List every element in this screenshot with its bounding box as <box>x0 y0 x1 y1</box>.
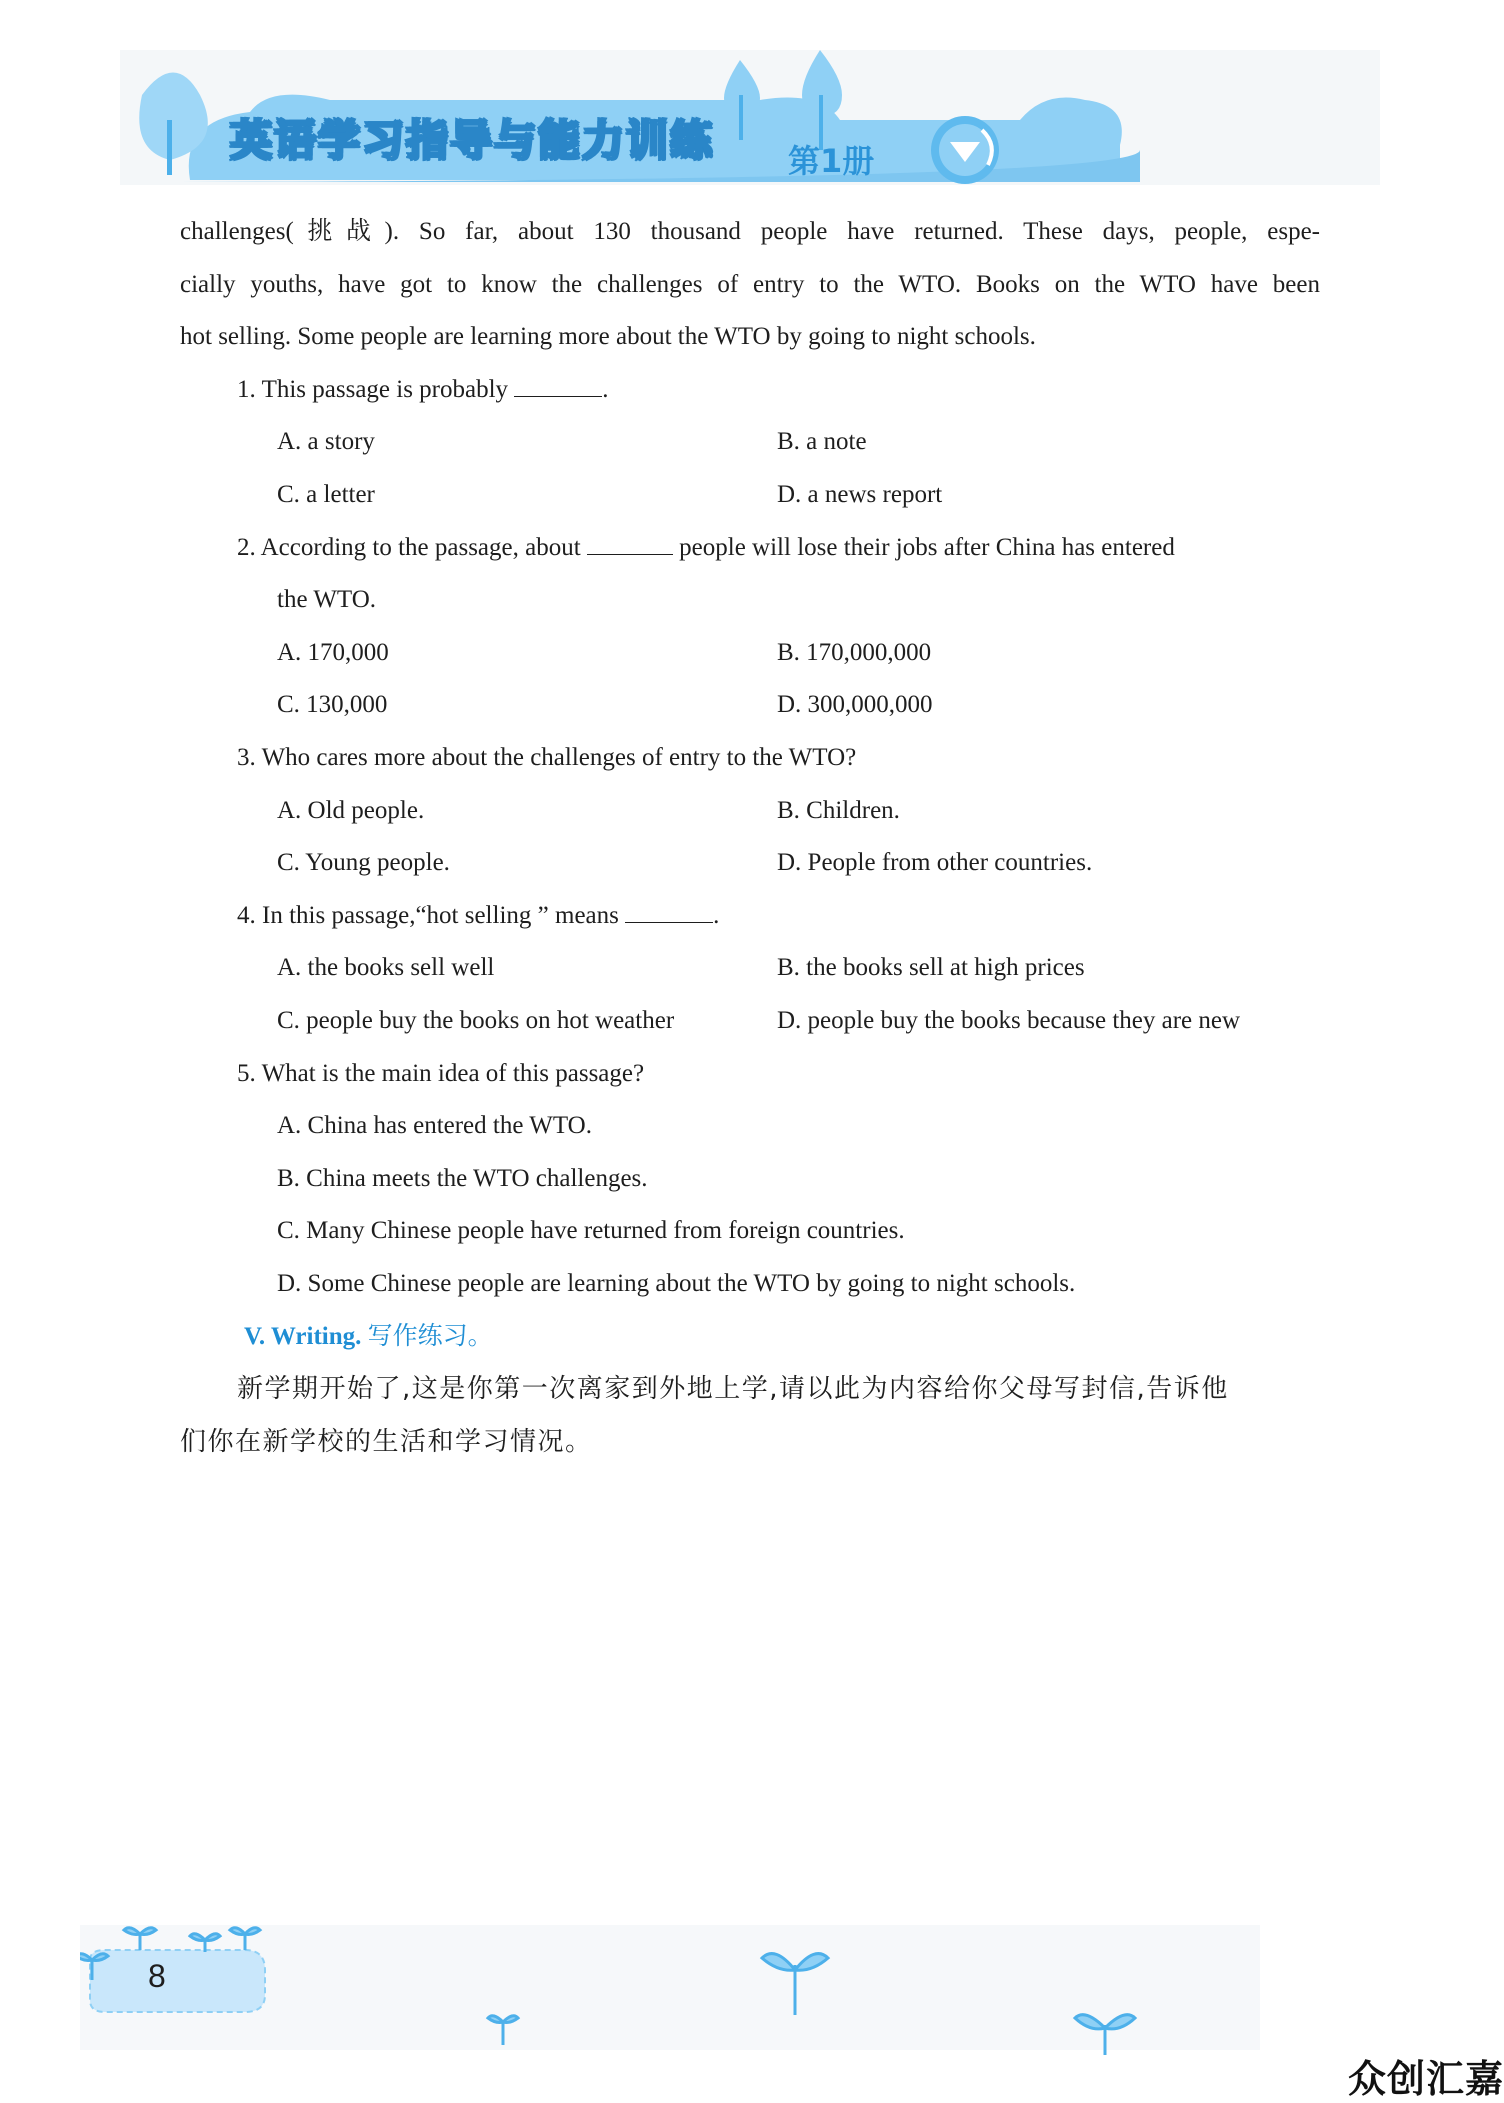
option-b: B. the books sell at high prices <box>777 954 1085 982</box>
page-number: 8 <box>148 1958 166 1994</box>
question-3 <box>180 732 1320 785</box>
volume-label: 第1册 <box>788 142 875 180</box>
footer-graphic <box>80 1920 1260 2055</box>
option-row <box>180 837 1320 890</box>
option-a: A. the books sell well <box>277 954 495 982</box>
option-row <box>180 627 1320 680</box>
answer-blank <box>587 532 673 555</box>
question-number: 1. <box>237 375 256 403</box>
option-a: A. Old people. <box>277 796 425 824</box>
question-number: 2. <box>237 533 256 561</box>
option-b: B. China meets the WTO challenges. <box>277 1164 648 1192</box>
option-c: C. a letter <box>277 480 375 508</box>
question-number: 4. <box>237 901 256 929</box>
book-title: 英语学习指导与能力训练 <box>230 116 715 165</box>
answer-blank <box>514 374 602 397</box>
page-header <box>120 50 1380 185</box>
option-row <box>180 416 1320 469</box>
option-c: C. Young people. <box>277 849 450 877</box>
passage-line: cially youths, have got to know the challenges of entry to the WTO. Books on the WTO have been <box>180 270 1320 298</box>
question-2 <box>180 522 1320 575</box>
question-1 <box>180 364 1320 417</box>
question-stem: What is the main idea of this passage? <box>261 1059 645 1087</box>
option-d: D. Some Chinese people are learning about the WTO by going to night schools. <box>277 1269 1076 1297</box>
option-d: D. people buy the books because they are new <box>777 1006 1241 1034</box>
question-stem: In this passage,“hot selling ” means <box>262 901 619 929</box>
question-stem-end: people will lose their jobs after China has entered <box>679 533 1175 561</box>
writing-prompt-line: 们你在新学校的生活和学习情况。 <box>180 1426 593 1457</box>
question-5 <box>180 1048 1320 1101</box>
option-b: B. 170,000,000 <box>777 638 932 666</box>
section-title-en: V. Writing. <box>244 1323 362 1351</box>
option-c: C. 130,000 <box>277 691 388 719</box>
option-d: D. a news report <box>777 480 943 508</box>
option-a: A. a story <box>277 428 375 456</box>
page-content <box>180 206 1320 1468</box>
option-a: A. China has entered the WTO. <box>277 1112 592 1140</box>
question-number: 3. <box>237 743 256 771</box>
option-d: D. People from other countries. <box>777 849 1093 877</box>
option-row <box>180 469 1320 522</box>
option-b: B. a note <box>777 428 867 456</box>
question-stem: This passage is probably <box>261 375 509 403</box>
passage-line: hot selling. Some people are learning more about the WTO by going to night schools. <box>180 323 1036 351</box>
option-row <box>180 942 1320 995</box>
question-stem-end: . <box>713 901 720 929</box>
passage-line: challenges(挑战). So far, about 130 thousand people have returned. These days, people, espe- <box>180 218 1320 245</box>
question-stem: According to the passage, about <box>260 533 581 561</box>
section-title-cn: 写作练习。 <box>367 1321 493 1351</box>
answer-blank <box>625 900 713 923</box>
question-number: 5. <box>237 1059 256 1087</box>
option-d: D. 300,000,000 <box>777 691 933 719</box>
option-row <box>180 995 1320 1048</box>
section-heading-writing <box>180 1310 1320 1363</box>
watermark: 众创汇嘉 <box>1347 2057 1504 2101</box>
option-c: C. people buy the books on hot weather <box>277 1006 675 1034</box>
option-b: B. Children. <box>777 796 900 824</box>
writing-prompt-line: 新学期开始了,这是你第一次离家到外地上学,请以此为内容给你父母写封信,告诉他 <box>237 1374 1229 1405</box>
question-stem-end: . <box>602 375 609 403</box>
question-stem: Who cares more about the challenges of entry to the WTO? <box>261 743 857 771</box>
question-4 <box>180 890 1320 943</box>
option-row <box>180 679 1320 732</box>
question-stem-continued: the WTO. <box>277 586 377 614</box>
option-c: C. Many Chinese people have returned from foreign countries. <box>277 1217 905 1245</box>
option-row <box>180 785 1320 838</box>
option-a: A. 170,000 <box>277 638 389 666</box>
